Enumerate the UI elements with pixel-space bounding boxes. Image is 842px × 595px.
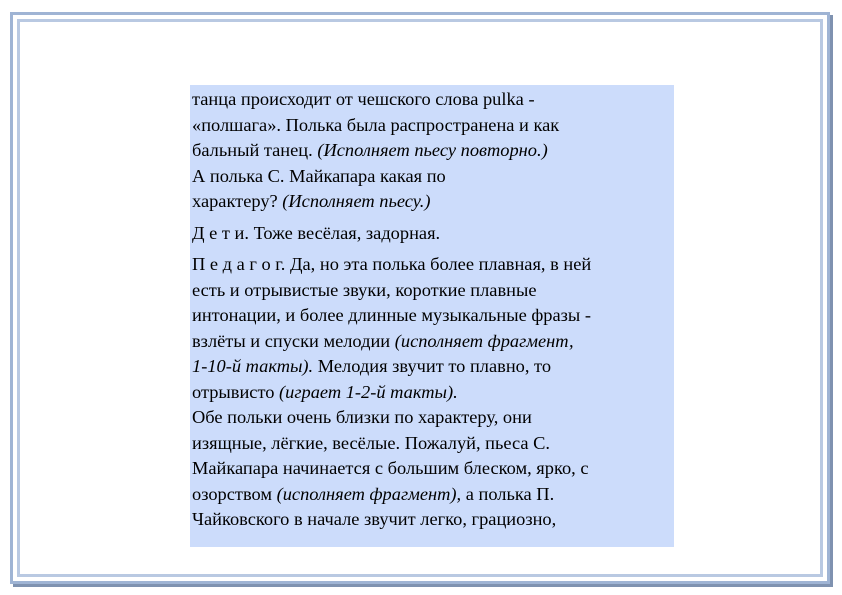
text-line (192, 354, 674, 380)
text-segment: интонации, и более длинные музыкальные фразы - (192, 305, 591, 325)
text-box (190, 85, 674, 547)
text-line (192, 87, 674, 113)
text-segment: Чайковского в начале звучит легко, грациозно, (192, 509, 557, 529)
text-line (192, 252, 674, 278)
text-line (192, 329, 674, 355)
text-segment: П е д а г о г. Да, но эта полька более плавная, в ней (192, 254, 592, 274)
text-line (192, 278, 674, 304)
frame-shadow-bottom (13, 584, 833, 587)
text-line (192, 303, 674, 329)
text-segment: бальный танец. (192, 140, 318, 160)
text-line (192, 221, 674, 247)
text-segment: Майкапара начинается с большим блеском, ярко, с (192, 458, 589, 478)
text-segment: танца происходит от чешского слова pulka - (192, 89, 535, 109)
text-segment: взлёты и спуски мелодии (192, 330, 395, 351)
italic-text-segment: (Исполняет пьесу.) (282, 191, 431, 211)
italic-text-segment: 1-10-й такты). (192, 356, 314, 376)
text-segment: отрывисто (192, 381, 280, 402)
text-segment: есть и отрывистые звуки, короткие плавные (192, 279, 537, 300)
text-segment: Д е т и. Тоже весёлая, задорная. (192, 222, 441, 243)
italic-text-segment: (исполняет фрагмент, (394, 330, 574, 351)
paragraph (192, 87, 674, 164)
text-line (192, 189, 674, 215)
text-line (192, 482, 674, 508)
text-line (192, 113, 674, 139)
text-segment: озорством (192, 483, 277, 504)
italic-text-segment: (Исполняет пьесу повторно.) (317, 140, 548, 160)
text-line (192, 507, 674, 533)
frame-shadow-right (830, 15, 833, 587)
paragraph (192, 405, 674, 533)
paragraph (192, 164, 674, 215)
text-segment: характеру? (192, 191, 283, 211)
text-segment: А полька С. Майкапара какая по (192, 165, 446, 186)
text-segment: Обе польки очень близки по характеру, они (192, 407, 532, 427)
italic-text-segment: (играет 1-2-й такты). (279, 381, 458, 402)
italic-text-segment: (исполняет фрагмент), (276, 483, 462, 504)
text-segment: изящные, лёгкие, весёлые. Пожалуй, пьеса С. (192, 432, 551, 453)
text-line (192, 456, 674, 482)
text-segment: Мелодия звучит то плавно, то (313, 356, 552, 376)
text-line (192, 138, 674, 164)
text-segment: а полька П. (461, 483, 555, 504)
text-line (192, 431, 674, 457)
text-segment: «полшага». Полька была распространена и как (192, 114, 560, 135)
text-line (192, 405, 674, 431)
text-line (192, 380, 674, 406)
text-line (192, 164, 674, 190)
paragraph (192, 221, 674, 247)
paragraph (192, 252, 674, 405)
